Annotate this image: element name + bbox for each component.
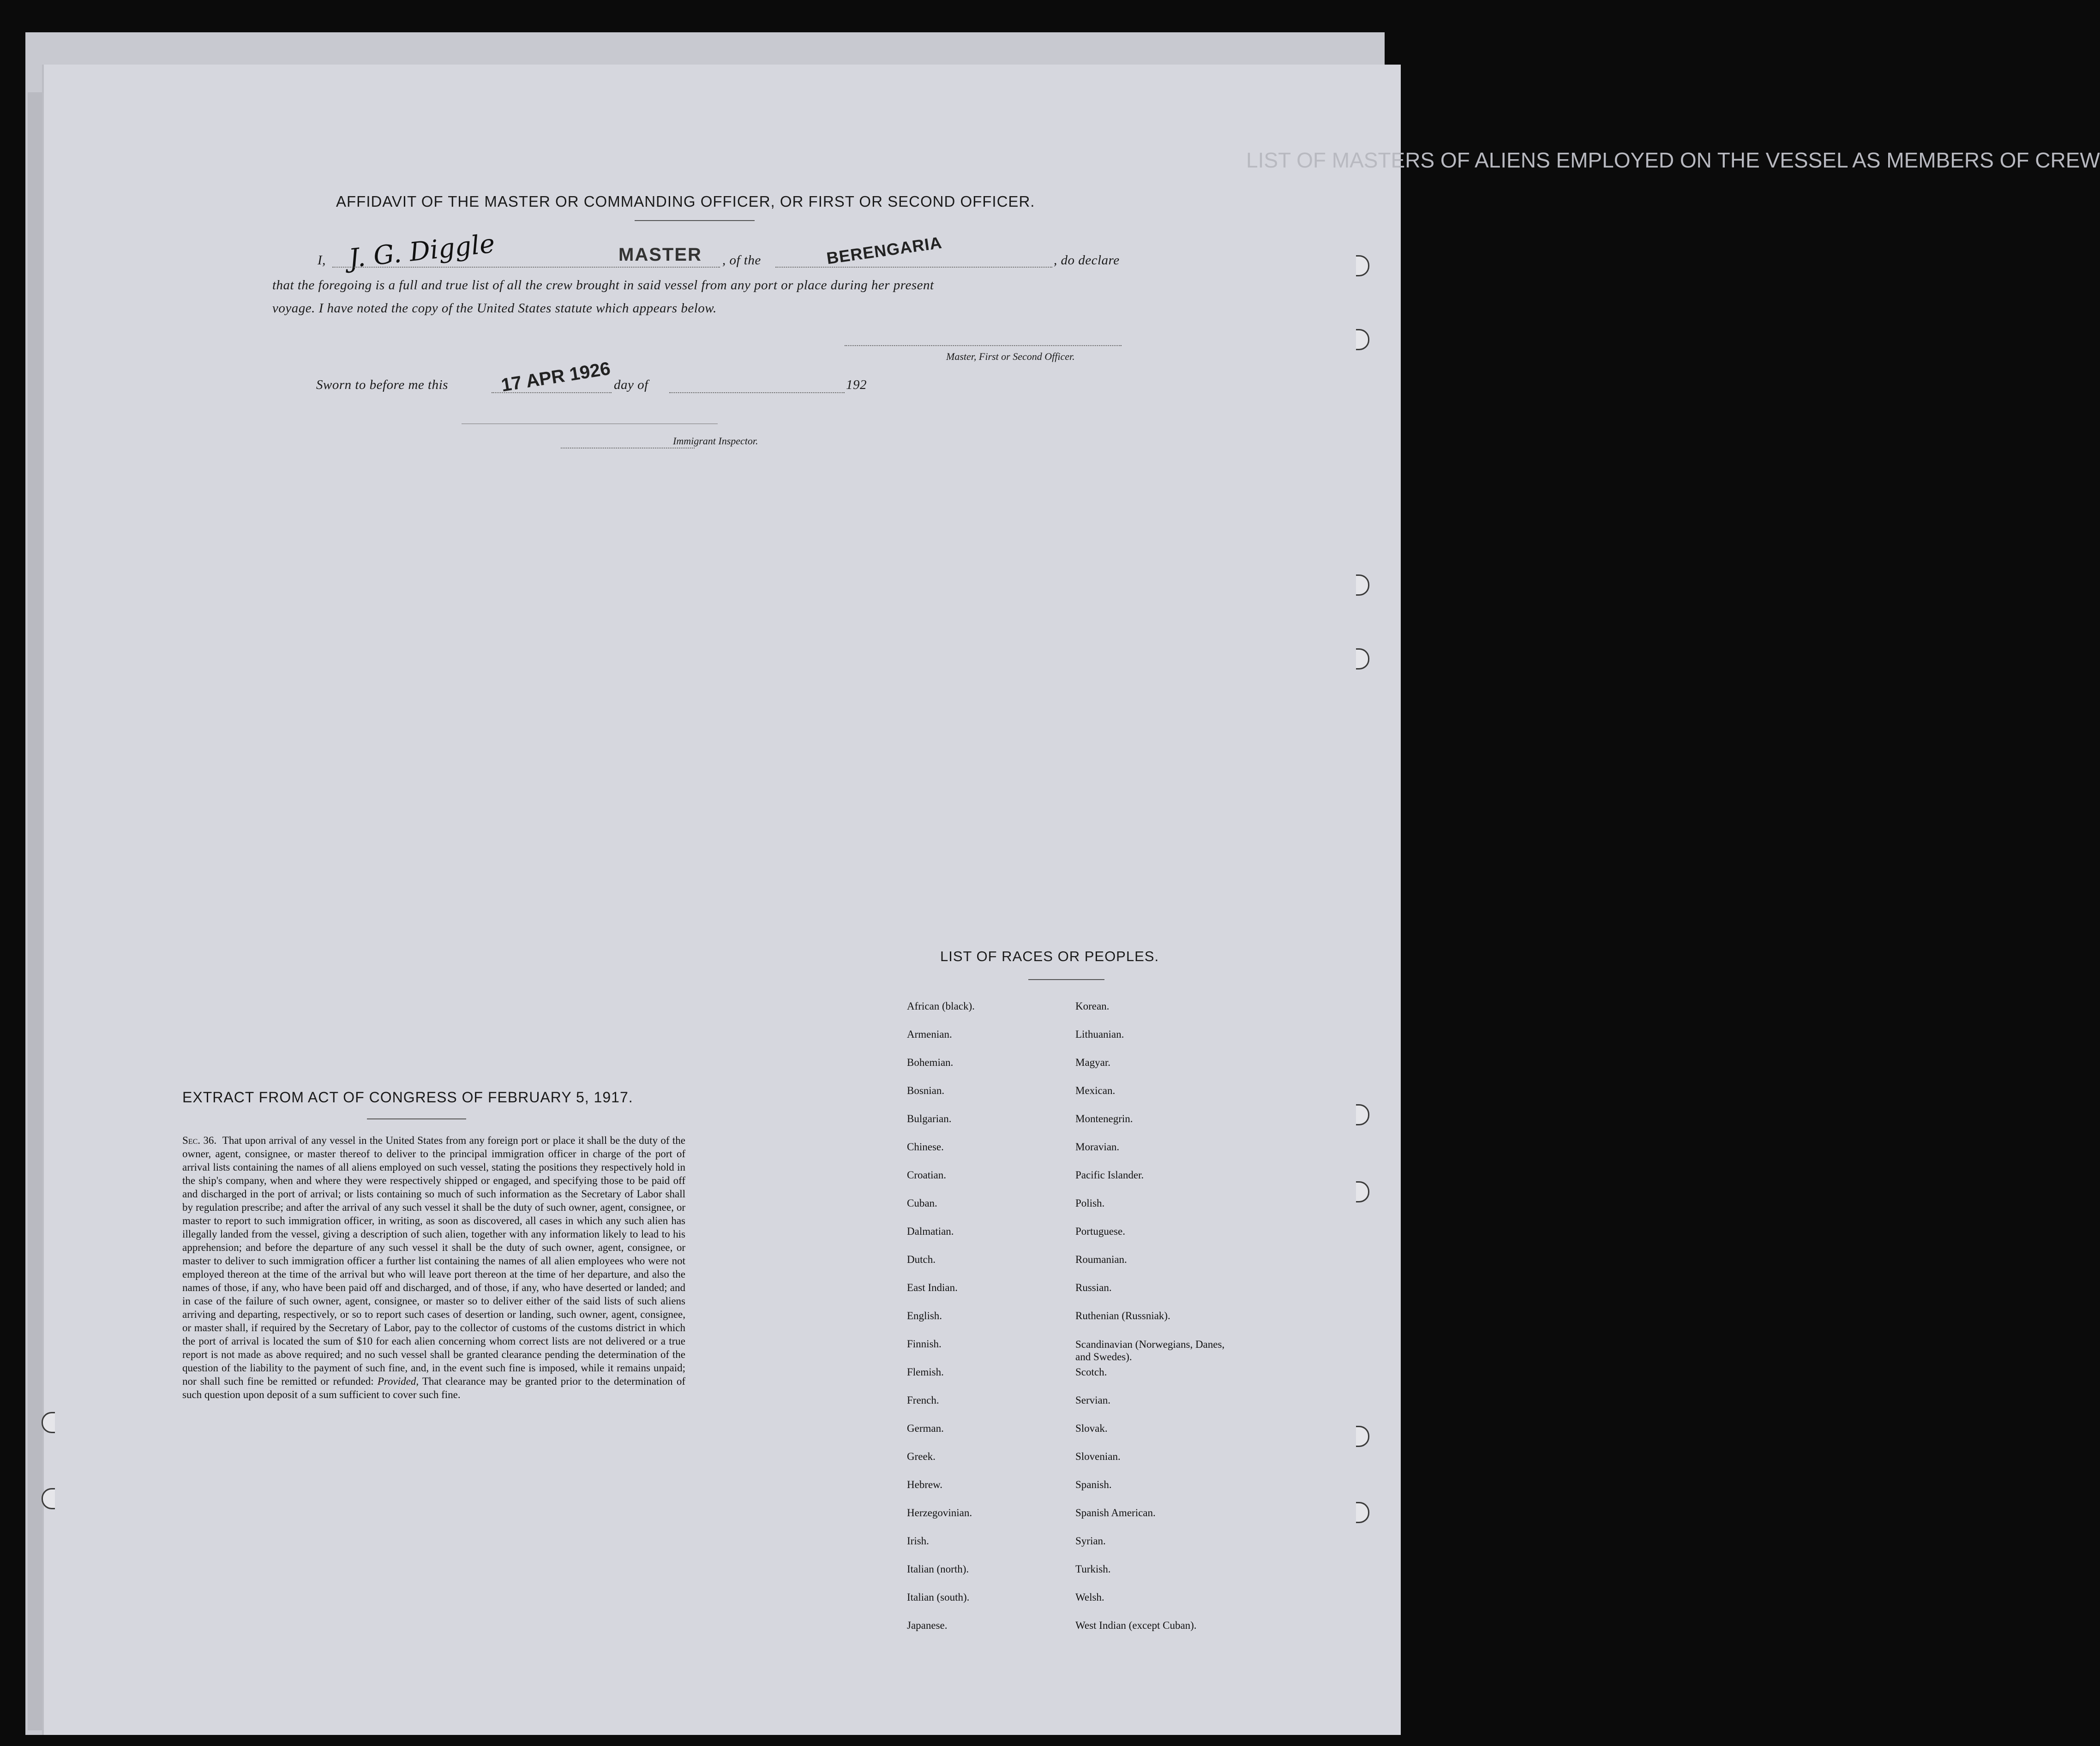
title-underline (635, 220, 755, 221)
race-item: Bulgarian. (907, 1113, 952, 1124)
race-item: Japanese. (907, 1620, 948, 1631)
race-item: Lithuanian. (1075, 1028, 1124, 1040)
race-item: African (black). (907, 1000, 975, 1012)
race-item: Turkish. (1075, 1563, 1111, 1575)
race-item: Croatian. (907, 1169, 946, 1181)
statute-provided: Provided, (377, 1375, 419, 1387)
name-line (332, 267, 720, 268)
officer-signature-line (845, 345, 1122, 346)
vessel-name-stamp: BERENGARIA (825, 233, 943, 268)
race-item: Syrian. (1075, 1535, 1106, 1547)
race-item: Portuguese. (1075, 1226, 1125, 1237)
races-underline (1028, 979, 1104, 980)
race-item: Russian. (1075, 1282, 1112, 1293)
of-the-label: , of the (722, 253, 761, 268)
race-item: Dalmatian. (907, 1226, 954, 1237)
affidavit-i-label: I, (318, 253, 326, 268)
master-signature: J. G. Diggle (347, 228, 497, 274)
race-item: English. (907, 1310, 942, 1321)
race-item: Spanish. (1075, 1479, 1112, 1490)
race-item: Montenegrin. (1075, 1113, 1133, 1124)
race-item: Herzegovinian. (907, 1507, 972, 1519)
race-item: German. (907, 1423, 944, 1434)
statute-text (182, 1134, 685, 1401)
day-line (492, 392, 612, 393)
race-item: Hebrew. (907, 1479, 943, 1490)
date-stamp: 17 APR 1926 (499, 358, 612, 396)
bleed-through-text: LIST OF MASTERS OF ALIENS EMPLOYED ON THE VESSEL AS MEMBERS OF CREW (1246, 148, 2100, 172)
race-item: Roumanian. (1075, 1254, 1127, 1265)
races-title: LIST OF RACES OR PEOPLES. (940, 948, 1159, 964)
year-label: 192 (846, 377, 867, 392)
race-item: Polish. (1075, 1197, 1105, 1209)
races-column-2 (1075, 1000, 1228, 1648)
races-column-1 (907, 1000, 975, 1648)
master-rank-stamp: MASTER (618, 245, 702, 265)
section-number: Sec. 36. (182, 1135, 217, 1146)
race-item: Spanish American. (1075, 1507, 1156, 1519)
extract-title: EXTRACT FROM ACT OF CONGRESS OF FEBRUARY 5, 1917. (182, 1089, 633, 1106)
race-item: Bohemian. (907, 1057, 954, 1068)
race-item: Ruthenian (Russniak). (1075, 1310, 1170, 1321)
race-item: Servian. (1075, 1394, 1111, 1406)
race-item: Welsh. (1075, 1591, 1104, 1603)
race-item: Magyar. (1075, 1057, 1111, 1068)
race-item: Mexican. (1075, 1085, 1116, 1096)
race-item: Finnish. (907, 1338, 942, 1350)
race-item: West Indian (except Cuban). (1075, 1620, 1197, 1631)
race-item: East Indian. (907, 1282, 958, 1293)
race-item: Slovenian. (1075, 1451, 1121, 1462)
race-item: Pacific Islander. (1075, 1169, 1144, 1181)
officer-label: Master, First or Second Officer. (946, 351, 1075, 362)
race-item: Italian (north). (907, 1563, 969, 1575)
do-declare-label: , do declare (1054, 253, 1120, 268)
race-item: Scandinavian (Norwegians, Danes, and Swedes). (1075, 1339, 1225, 1363)
vessel-line (775, 267, 1052, 268)
affidavit-line-2: that the foregoing is a full and true list of all the crew brought in said vessel from any port or place during her present (272, 278, 934, 293)
sworn-label: Sworn to before me this (316, 377, 448, 392)
inspector-label: Immigrant Inspector. (673, 435, 758, 447)
statute-tail: That clearance may be granted prior to the determination of such question upon deposit of a sum sufficient to cover such fine. (182, 1375, 685, 1400)
race-item: Italian (south). (907, 1591, 970, 1603)
race-item: Irish. (907, 1535, 929, 1547)
race-item: Armenian. (907, 1028, 952, 1040)
race-item: French. (907, 1394, 939, 1406)
race-item: Greek. (907, 1451, 936, 1462)
day-of-label: day of (614, 377, 648, 392)
race-item: Chinese. (907, 1141, 944, 1153)
race-item: Dutch. (907, 1254, 936, 1265)
affidavit-line-3: voyage. I have noted the copy of the United States statute which appears below. (272, 301, 717, 316)
statute-body: That upon arrival of any vessel in the United States from any foreign port or place it shall be the duty of the owner, agent, consignee, or master thereof to deliver to the principal immigration officer in charge of the port of arrival lists containing the names of all aliens employed on such vessel, stating the positions they respectively hold in the ship's company, when and where they were respectively shipped or engaged, and specifying those to be paid off and discharged in the port of arrival; or lists containing so much of such information as the Secretary of Labor shall by regulation prescribe; and after the arrival of any such vessel it shall be the duty of such owner, agent, consignee, or master to report to such immigration officer, in writing, as soon as discovered, all cases in which any such alien has illegally landed from the vessel, giving a description of such alien, together with any information likely to lead to his apprehension; and before the departure of any such vessel it shall be the duty of such owner, agent, consignee, or master to deliver to such immigration officer a further list containing the names of all alien employees who were not employed thereon at the time of the arrival but who will leave port thereon at the time of her departure, and also the names of those, if any, who have been paid off and discharged, and of those, if any, who have deserted or landed; and in case of the failure of such owner, agent, consignee, or master so to deliver either of the said lists of such aliens arriving and departing, respectively, or so to report such cases of desertion or landing, such owner, agent, consignee, or master shall, if required by the Secretary of Labor, pay to the collector of customs of the customs district in which the port of arrival is located the sum of $10 for each alien concerning whom correct lists are not delivered or a true report is not made as above required; and no such vessel shall be granted clearance pending the determination of the question of the liability to the payment of such fine, and, in the event such fine is imposed, while it remains unpaid; nor shall such fine be remitted or refunded: (182, 1135, 685, 1387)
race-item: Bosnian. (907, 1085, 945, 1096)
race-item: Scotch. (1075, 1366, 1107, 1378)
race-item: Slovak. (1075, 1423, 1108, 1434)
race-item: Korean. (1075, 1000, 1110, 1012)
affidavit-title: AFFIDAVIT OF THE MASTER OR COMMANDING OFFICER, OR FIRST OR SECOND OFFICER. (336, 193, 1035, 210)
race-item: Cuban. (907, 1197, 937, 1209)
race-item: Flemish. (907, 1366, 944, 1378)
race-item: Moravian. (1075, 1141, 1120, 1153)
month-line (669, 392, 845, 393)
extract-underline (367, 1118, 466, 1119)
